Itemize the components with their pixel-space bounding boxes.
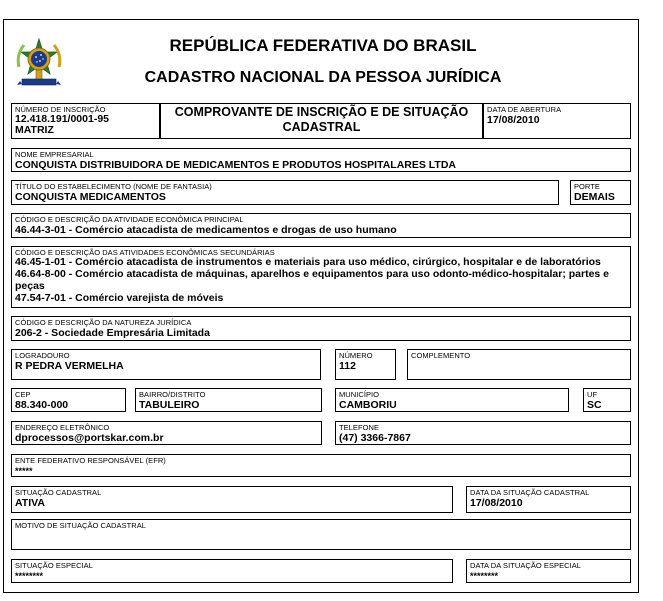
situacao-cadastral-value: ATIVA — [15, 497, 45, 509]
logradouro-box — [11, 349, 321, 380]
abertura-label: DATA DE ABERTURA — [487, 105, 562, 114]
cep-label: CEP — [15, 390, 31, 399]
motivo-box — [11, 519, 631, 550]
data-situacao-especial-box — [466, 559, 631, 583]
atividade-secundaria-line: 47.54-7-01 - Comércio varejista de móveis — [15, 292, 224, 304]
fantasia-label: TÍTULO DO ESTABELECIMENTO (NOME DE FANTASIA) — [15, 182, 212, 191]
numero-box — [335, 349, 396, 380]
cep-box — [11, 388, 126, 412]
uf-box — [583, 388, 631, 412]
efr-label: ENTE FEDERATIVO RESPONSÁVEL (EFR) — [15, 456, 166, 465]
telefone-value: (47) 3366-7867 — [339, 432, 411, 444]
fantasia-value: CONQUISTA MEDICAMENTOS — [15, 191, 166, 203]
situacao-cadastral-label: SITUAÇÃO CADASTRAL — [15, 488, 102, 497]
atividade-secundaria-line: 46.64-8-00 - Comércio atacadista de máquinas, aparelhos e equipamentos para uso odonto-médico-hospitalar; partes e — [15, 268, 609, 280]
data-situacao-especial-label: DATA DA SITUAÇÃO ESPECIAL — [470, 561, 582, 570]
efr-box — [11, 454, 631, 477]
motivo-label: MOTIVO DE SITUAÇÃO CADASTRAL — [15, 521, 147, 530]
nome-empresarial-label: NOME EMPRESARIAL — [15, 150, 94, 159]
porte-label: PORTE — [574, 182, 600, 191]
inscricao-type: MATRIZ — [15, 124, 54, 136]
abertura-box — [483, 103, 631, 139]
bairro-value: TABULEIRO — [139, 399, 200, 411]
efr-value: ***** — [15, 466, 33, 476]
atividade-secundaria-line: peças — [15, 280, 45, 292]
email-box — [11, 421, 322, 445]
data-situacao-label: DATA DA SITUAÇÃO CADASTRAL — [470, 488, 590, 497]
numero-label: NÚMERO — [339, 351, 373, 360]
cep-value: 88.340-000 — [15, 399, 69, 411]
atividades-secundarias-label: CÓDIGO E DESCRIÇÃO DAS ATIVIDADES ECONÔMICAS SECUNDÁRIAS — [15, 248, 275, 257]
comprovante-title-line1: COMPROVANTE DE INSCRIÇÃO E DE SITUAÇÃO — [174, 105, 469, 119]
telefone-label: TELEFONE — [339, 423, 379, 432]
municipio-box — [335, 388, 569, 412]
situacao-especial-label: SITUAÇÃO ESPECIAL — [15, 561, 93, 570]
atividade-principal-value: 46.44-3-01 - Comércio atacadista de medicamentos e drogas de uso humano — [15, 224, 397, 236]
uf-value: SC — [587, 399, 602, 411]
atividade-secundaria-line: 46.45-1-01 - Comércio atacadista de instrumentos e materiais para uso médico, cirúrgico, hospitalar e de laboratórios — [15, 256, 601, 268]
atividade-principal-box — [11, 213, 631, 238]
complemento-label: COMPLEMENTO — [411, 351, 471, 360]
telefone-box — [335, 421, 631, 445]
municipio-value: CAMBORIU — [339, 399, 397, 411]
natureza-juridica-value: 206-2 - Sociedade Empresária Limitada — [15, 327, 210, 339]
fantasia-box — [11, 180, 559, 205]
porte-value: DEMAIS — [574, 191, 615, 203]
nome-empresarial-box — [11, 148, 631, 172]
nome-empresarial-value: CONQUISTA DISTRIBUIDORA DE MEDICAMENTOS E PRODUTOS HOSPITALARES LTDA — [15, 159, 457, 171]
data-situacao-especial-value: ******** — [470, 571, 499, 581]
bairro-box — [135, 388, 322, 412]
atividades-secundarias-box — [11, 246, 631, 308]
document-title: REPÚBLICA FEDERATIVA DO BRASIL — [169, 36, 477, 55]
logradouro-value: R PEDRA VERMELHA — [15, 360, 124, 372]
complemento-box — [407, 349, 631, 380]
email-label: ENDEREÇO ELETRÔNICO — [15, 423, 110, 432]
data-situacao-box — [466, 486, 631, 513]
situacao-especial-value: ******** — [15, 571, 44, 581]
abertura-value: 17/08/2010 — [487, 114, 540, 126]
atividade-principal-label: CÓDIGO E DESCRIÇÃO DA ATIVIDADE ECONÔMICA PRINCIPAL — [15, 215, 244, 224]
situacao-especial-box — [11, 559, 453, 583]
comprovante-box — [160, 103, 483, 139]
inscricao-box — [11, 103, 160, 139]
comprovante-title-line2: CADASTRAL — [282, 120, 361, 134]
inscricao-label: NÚMERO DE INSCRIÇÃO — [15, 105, 106, 114]
situacao-cadastral-box — [11, 486, 453, 513]
data-situacao-value: 17/08/2010 — [470, 497, 523, 509]
document-subtitle: CADASTRO NACIONAL DA PESSOA JURÍDICA — [144, 69, 502, 86]
porte-box — [570, 180, 631, 205]
natureza-juridica-label: CÓDIGO E DESCRIÇÃO DA NATUREZA JURÍDICA — [15, 318, 192, 327]
inscricao-number: 12.418.191/0001-95 — [15, 113, 110, 125]
uf-label: UF — [587, 390, 598, 399]
numero-value: 112 — [339, 360, 356, 372]
email-value: dprocessos@portskar.com.br — [15, 432, 164, 444]
logradouro-label: LOGRADOURO — [15, 351, 70, 360]
bairro-label: BAIRRO/DISTRITO — [139, 390, 206, 399]
natureza-juridica-box — [11, 316, 631, 341]
municipio-label: MUNICÍPIO — [339, 390, 380, 399]
